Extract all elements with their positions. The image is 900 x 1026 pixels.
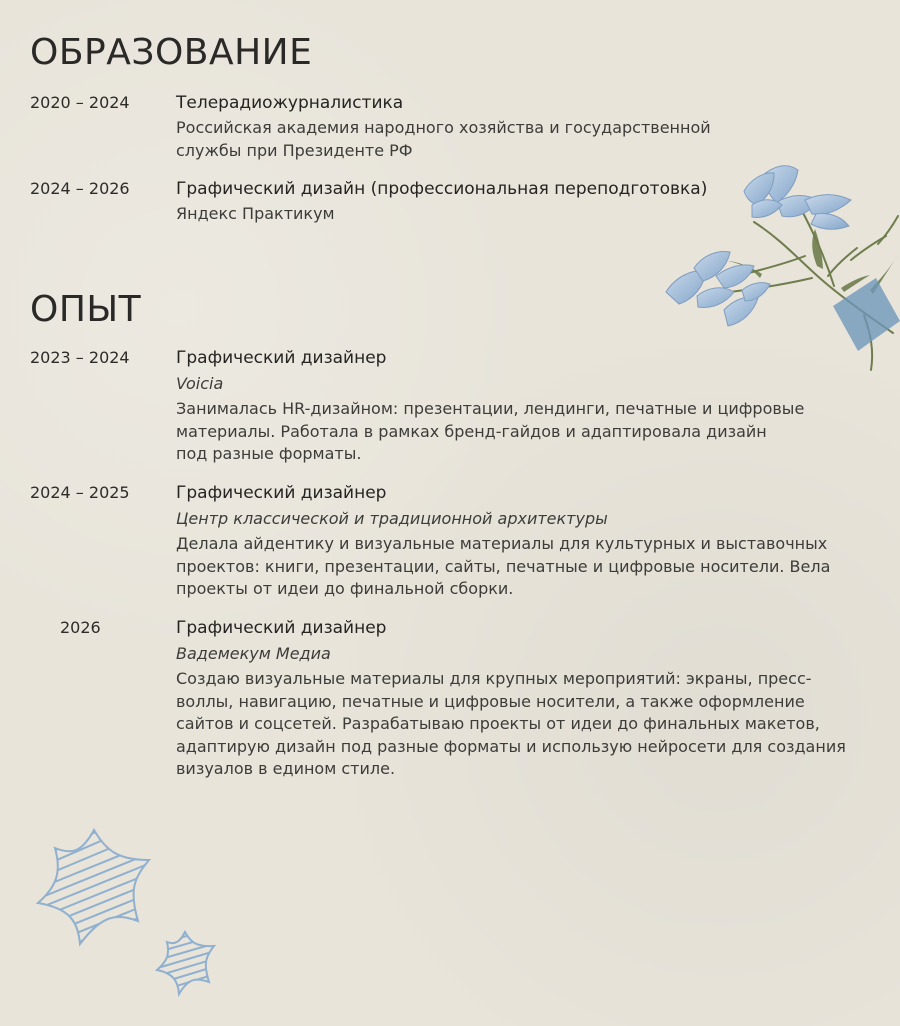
experience-section-title: ОПЫТ [30,289,142,330]
experience-description [176,398,866,466]
education-degree: Телерадиожурналистика [176,93,404,113]
flower-illustration-icon [650,150,900,390]
experience-description [176,533,866,601]
experience-content [176,482,866,601]
education-years: 2024 – 2026 [30,179,130,198]
education-years: 2020 – 2024 [30,93,130,112]
experience-description-line: воллы, навигацию, печатные и цифровые носители, а также оформление [176,691,805,711]
experience-years: 2023 – 2024 [30,348,130,367]
experience-description-line: проекты от идеи до финальной сборки. [176,579,514,598]
education-section-title: ОБРАЗОВАНИЕ [30,32,313,73]
experience-company: Вадемекум Медиа [176,644,331,663]
experience-description [176,668,866,781]
experience-description-line: Занималась HR-дизайном: презентации, лендинги, печатные и цифровые [176,399,805,418]
experience-role: Графический дизайнер [176,348,387,368]
education-institution-line: службы при Президенте РФ [176,140,413,160]
experience-years: 2026 [60,618,101,637]
star-icon [30,826,170,948]
experience-years: 2024 – 2025 [30,483,130,502]
experience-company: Центр классической и традиционной архитектуры [176,509,608,528]
education-degree: Графический дизайн (профессиональная переподготовка) [176,179,708,199]
education-institution-line: Российская академия народного хозяйства и государственной [176,118,711,137]
experience-description-line: Создаю визуальные материалы для крупных мероприятий: экраны, пресс- [176,669,812,688]
experience-description-line: адаптирую дизайн под разные форматы и использую нейросети для создания [176,736,846,756]
experience-description-line: сайтов и соцсетей. Разрабатываю проекты от идеи до финальных макетов, [176,714,820,733]
experience-role: Графический дизайнер [176,483,387,503]
experience-role: Графический дизайнер [176,618,387,638]
experience-description-line: проектов: книги, презентации, сайты, печатные и цифровые носители. Вела [176,556,831,576]
experience-description-line: под разные форматы. [176,444,362,463]
experience-description-line: Делала айдентику и визуальные материалы для культурных и выставочных [176,534,828,553]
star-icon [154,928,224,998]
experience-description-line: материалы. Работала в рамках бренд-гайдов и адаптировала дизайн [176,421,767,441]
education-institution-line: Яндекс Практикум [176,204,335,223]
experience-description-line: визуалов в едином стиле. [176,759,396,778]
experience-company: Voicia [176,374,224,393]
experience-content [176,617,866,781]
